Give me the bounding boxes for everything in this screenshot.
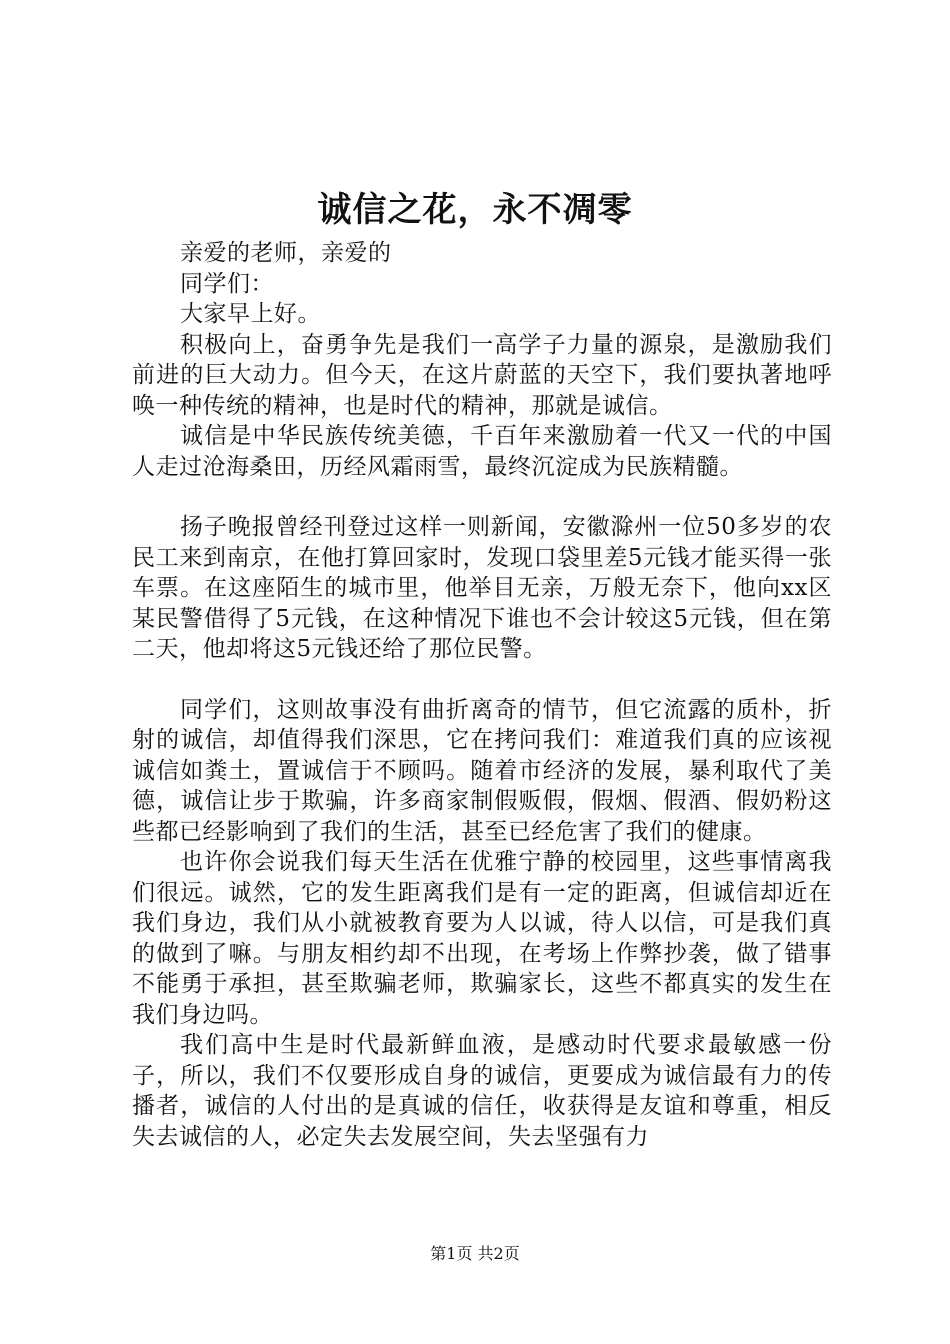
document-title: 诚信之花，永不凋零 [317,190,633,230]
document-body [132,238,832,1152]
paragraph-news-story: 扬子晚报曾经刊登过这样一则新闻，安徽滁州一位50多岁的农民工来到南京，在他打算回家时，发现口袋里差5元钱才能买得一张车票。在这座陌生的城市里，他举目无亲，万般无奈下，他向xx区某民警借得了5元钱，在这种情况下谁也不会计较这5元钱，但在第二天，他却将这5元钱还给了那位民警。 [132,514,832,662]
paragraph-tradition: 诚信是中华民族传统美德，千百年来激励着一代又一代的中国人走过沧海桑田，历经风霜雨雪，最终沉淀成为民族精髓。 [132,423,832,480]
salutation-line-1: 亲爱的老师，亲爱的 [180,240,392,266]
paragraph-reflection: 同学们，这则故事没有曲折离奇的情节，但它流露的质朴，折射的诚信，却值得我们深思，它在拷问我们：难道我们真的应该视诚信如粪土，置诚信于不顾吗。随着市经济的发展，暴利取代了美德，诚信让步于欺骗，许多商家制假贩假，假烟、假酒、假奶粉这些都已经影响到了我们的生活，甚至已经危害了我们的健康。 [132,696,832,845]
paragraph-campus: 也许你会说我们每天生活在优雅宁静的校园里，这些事情离我们很远。诚然，它的发生距离我们是有一定的距离，但诚信却近在我们身边，我们从小就被教育要为人以诚，待人以信，可是我们真的做到了嘛。与朋友相约却不出现，在考场上作弊抄袭，做了错事不能勇于承担，甚至欺骗老师，欺骗家长，这些不都真实的发生在我们身边吗。 [132,849,832,1028]
paragraph-intro: 积极向上，奋勇争先是我们一高学子力量的源泉，是激励我们前进的巨大动力。但今天，在这片蔚蓝的天空下，我们要执著地呼唤一种传统的精神，也是时代的精神，那就是诚信。 [132,331,832,419]
greeting: 大家早上好。 [180,301,321,327]
paragraph-students: 我们高中生是时代最新鲜血液，是感动时代要求最敏感一份子，所以，我们不仅要形成自身的诚信，更要成为诚信最有力的传播者，诚信的人付出的是真诚的信任，收获得是友谊和尊重，相反失去诚信的人，必定失去发展空间，失去坚强有力 [132,1032,832,1150]
salutation-line-2: 同学们： [180,270,274,297]
page-footer: 第1页 共2页 [430,1244,520,1263]
